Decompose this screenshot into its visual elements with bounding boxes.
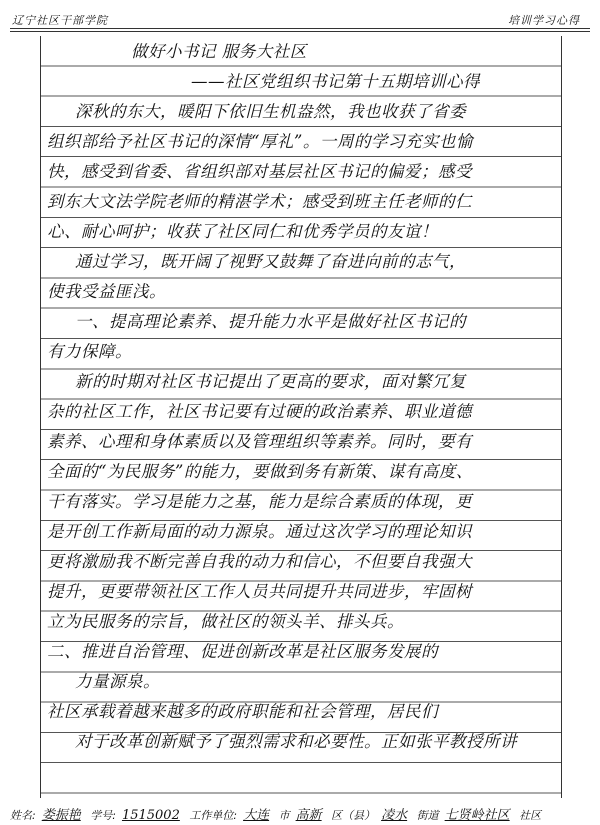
section-heading: 一、提高理论素养、提升能力水平是做好社区书记的 [75,312,466,331]
city-value: 大连 [243,808,270,823]
essay-line: 到东大文法学院老师的精湛学术；感受到班主任老师的仁 [47,192,472,211]
name-label: 姓名: [10,809,36,822]
essay-line: 立为民服务的宗旨，做社区的领头羊、排头兵。 [47,612,404,631]
essay-line: 使我受益匪浅。 [47,282,166,301]
essay-line: 干有落实。学习是能力之基，能力是综合素质的体现，更 [47,492,472,511]
essay-line: 二、推进自治管理、促进创新改革是社区服务发展的 [47,642,438,661]
essay-line: 是开创工作新局面的动力源泉。通过这次学习的理论知识 [47,522,472,541]
header-rule [10,28,590,29]
essay-line [47,762,555,784]
essay-line: 杂的社区工作，社区书记要有过硬的政治素养、职业道德 [47,402,472,421]
district-label: 区（县） [331,809,376,822]
essay-line: 社区承载着越来越多的政府职能和社会管理，居民们 [47,702,438,721]
document-type: 培训学习心得 [508,14,580,27]
street-value: 凌水 [381,808,408,823]
essay-subtitle: ——社区党组织书记第十五期培训心得 [191,72,480,91]
city-label: 市 [278,809,290,822]
essay-line: 通过学习，既开阔了视野又鼓舞了奋进向前的志气， [75,252,466,271]
section-heading: 力量源泉。 [75,672,160,691]
essay-line: 对于改革创新赋予了强烈需求和必要性。正如张平教授所讲 [75,732,517,751]
essay-line: 更将激励我不断完善自我的动力和信心，不但要自我强大 [47,552,472,571]
essay-line: 素养、心理和身体素质以及管理组织等素养。同时，要有 [47,432,472,451]
workplace-label: 工作单位: [189,809,238,822]
community-value: 七贤岭社区 [444,808,510,823]
ruled-writing-area [40,36,562,798]
essay-title: 做好小书记 服务大社区 [131,42,307,61]
community-label: 社区 [519,809,542,822]
essay-line: 心、耐心呵护；收获了社区同仁和优秀学员的友谊！ [47,222,438,241]
name-value: 娄振艳 [41,808,81,823]
district-value: 高新 [295,808,322,823]
essay-line: 深秋的东大，暖阳下依旧生机盎然，我也收获了省委 [75,102,466,121]
essay-line: 组织部给予社区书记的深情“厚礼”。一周的学习充实也愉 [47,132,473,151]
essay-line: 提升，更要带领社区工作人员共同提升共同进步，牢固树 [47,582,472,601]
street-label: 街道 [416,809,439,822]
student-info-footer [10,804,590,823]
student-id-label: 学号: [90,809,116,822]
essay-line: 新的时期对社区书记提出了更高的要求，面对繁冗复 [75,372,466,391]
essay-line: 全面的“为民服务”的能力，要做到务有新策、谋有高度、 [47,462,473,481]
header-rule-inner [10,31,590,32]
essay-line: 快，感受到省委、省组织部对基层社区书记的偏爱；感受 [47,162,472,181]
student-id-value: 1515002 [121,808,180,823]
essay-line: 有力保障。 [47,342,132,361]
school-name: 辽宁社区干部学院 [12,14,108,27]
